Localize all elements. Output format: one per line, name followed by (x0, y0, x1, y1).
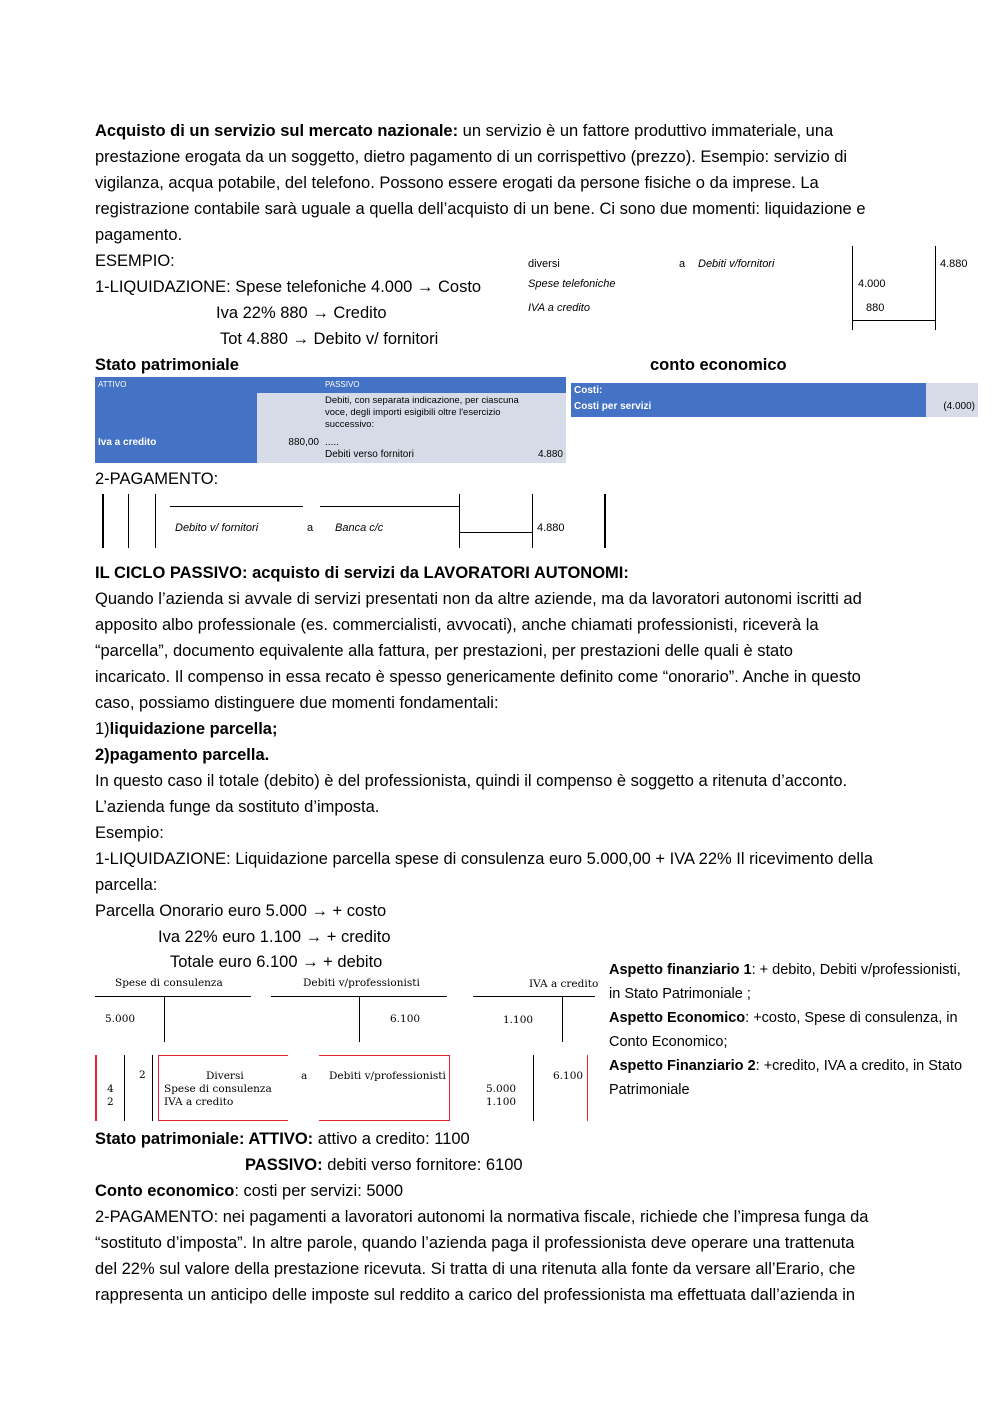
pag-a: a (307, 522, 314, 534)
aspetto-fin-1-label: Aspetto finanziario 1 (609, 962, 752, 978)
momento-1-num: 1) (95, 720, 110, 738)
j2-v1: 5.000 (486, 1083, 517, 1095)
j2-a: a (301, 1070, 308, 1082)
pagamento-1-journal (95, 492, 615, 552)
j2-c3: 2 (107, 1096, 114, 1108)
journal-rule-3 (852, 320, 936, 321)
j2-red-left (95, 1055, 97, 1121)
parcella-line-1: Parcella Onorario euro 5.000 → + costo (95, 902, 387, 920)
riepilogo-passivo: debiti verso fornitore: 6100 (322, 1156, 523, 1174)
momento-1: liquidazione parcella; (109, 720, 278, 738)
liquidazione-line-3: Tot 4.880 → Debito v/ fornitori (220, 330, 439, 348)
pag-rule-d (170, 506, 303, 507)
pagamento-2-line-3: rappresenta un anticipo delle imposte sul reddito a carico del professionista ma effettuata dall’azienda in (95, 1286, 856, 1304)
j2-c2: 4 (107, 1083, 114, 1095)
j2-red-right (587, 1055, 588, 1121)
aspetti-box (609, 958, 974, 1102)
liquidazione-line-1: 1-LIQUIDAZIONE: Spese telefoniche 4.000 → Costo (95, 278, 482, 296)
journal-a: a (679, 258, 686, 270)
j2-red-top-1 (158, 1055, 288, 1056)
ciclo-section (95, 560, 895, 975)
journal-spese-telefoniche: Spese telefoniche (528, 278, 616, 290)
pag-rule-a (102, 494, 104, 548)
t-debiti-title: Debiti v/professionisti (303, 977, 420, 989)
journal-debiti-fornitori: Debiti v/fornitori (698, 258, 775, 270)
journal-entry-1 (520, 244, 980, 334)
t-iva-mid (562, 996, 563, 1042)
sp-iva-credito: Iva a credito (95, 435, 257, 463)
aspetto-fin-1-text: : + debito, Debiti v/professionisti, in Stato Patrimoniale ; (609, 962, 961, 1002)
j2-rule-2 (152, 1055, 153, 1121)
j2-debiti: Debiti v/professionisti (329, 1070, 446, 1082)
journal-rule-2 (935, 246, 936, 330)
ciclo-after-2: Esempio: (95, 824, 164, 842)
journal-spese-value: 4.000 (858, 278, 886, 290)
aspetto-fin-2-text: : +credito, IVA a credito, in Stato Patrimoniale (609, 1058, 963, 1098)
j2-red-bot-1 (158, 1120, 288, 1121)
t-debiti-mid (359, 996, 360, 1042)
ciclo-line-2: “parcella”, documento equivalente alla fattura, per prestazioni, per prestazioni delle quali è stato (95, 642, 793, 660)
t-spese-title: Spese di consulenza (115, 977, 223, 989)
sp-debiti-fornitori-cell (322, 435, 532, 463)
ciclo-line-3: incaricato. Il compenso in essa recato è spesso genericamente definito come “onorario”. Anche in questo (95, 668, 861, 686)
j2-red-bot-2 (319, 1120, 450, 1121)
ciclo-after-1: L’azienda funge da sostituto d’imposta. (95, 798, 380, 816)
ce-heading: conto economico (650, 356, 787, 374)
j2-v2: 1.100 (486, 1096, 517, 1108)
j2-red-r-2 (449, 1055, 450, 1121)
riepilogo-sp: attivo a credito: 1100 (313, 1130, 470, 1148)
journal-iva-credito: IVA a credito (528, 302, 590, 314)
sp-dots: ..... (325, 437, 339, 448)
pagamento-1-label: 2-PAGAMENTO: (95, 470, 219, 488)
riepilogo (95, 1126, 895, 1308)
ciclo-after-3: 1-LIQUIDAZIONE: Liquidazione parcella spese di consulenza euro 5.000,00 + IVA 22% Il ricevimento della (95, 850, 873, 868)
t-iva-title: IVA a credito (529, 978, 599, 990)
j2-red-top-2 (319, 1055, 450, 1056)
pag-value: 4.880 (537, 522, 565, 534)
riepilogo-ce: : costi per servizi: 5000 (234, 1182, 404, 1200)
t-iva-value: 1.100 (503, 1014, 534, 1026)
j2-iva: IVA a credito (164, 1096, 234, 1108)
j2-diversi: Diversi (206, 1070, 244, 1082)
j2-spese: Spese di consulenza (164, 1083, 272, 1095)
intro-line-2: vigilanza, acqua potabile, del telefono. Possono essere erogati da persone fisiche o da imprese. La (95, 174, 819, 192)
j2-tot: 6.100 (553, 1070, 584, 1082)
t-spese-mid (164, 996, 165, 1042)
intro-line-3: registrazione contabile sarà uguale a quella dell’acquisto di un bene. Ci sono due momenti: liquidazione e (95, 200, 866, 218)
riepilogo-ce-label: Conto economico (95, 1182, 235, 1200)
parcella-line-3: Totale euro 6.100 → + debito (170, 953, 383, 971)
sp-debiti-fornitori: Debiti verso fornitori (325, 449, 414, 460)
intro-title: Acquisto di un servizio sul mercato nazionale: (95, 122, 459, 140)
parcella-line-2: Iva 22% euro 1.100 → + credito (158, 928, 391, 946)
ce-table (571, 383, 978, 417)
ciclo-line-0: Quando l’azienda si avvale di servizi presentati non da altre aziende, ma da lavoratori autonomi iscritti ad (95, 590, 862, 608)
sp-heading: Stato patrimoniale (95, 356, 239, 374)
aspetto-eco-label: Aspetto Economico (609, 1010, 746, 1026)
intro-line-1: prestazione erogata da un soggetto, dietro pagamento di un corrispettivo (prezzo). Esempio: servizio di (95, 148, 848, 166)
ciclo-line-1: apposito albo professionale (es. commercialisti, avvocati), anche chiamati professionisti, riceverà la (95, 616, 819, 634)
ciclo-line-4: caso, possiamo distinguere due momenti fondamentali: (95, 694, 499, 712)
riepilogo-passivo-label: PASSIVO: (245, 1156, 323, 1174)
ciclo-after-0: In questo caso il totale (debito) è del professionista, quindi il compenso è soggetto a ritenuta d’acconto. (95, 772, 848, 790)
ciclo-title: IL CICLO PASSIVO: acquisto di servizi da LAVORATORI AUTONOMI: (95, 564, 629, 582)
pag-rule-c (155, 494, 156, 548)
pag-rule-i (604, 494, 606, 548)
journal-rule-1 (852, 246, 853, 330)
ce-value: (4.000) (926, 397, 978, 417)
sp-attivo-header: ATTIVO (95, 377, 257, 393)
pag-rule-e (320, 506, 460, 507)
journal-diversi: diversi (528, 258, 560, 270)
intro-line-0: un servizio è un fattore produttivo immateriale, una (458, 122, 834, 140)
pagamento-2-line-2: del 22% sul valore della prestazione ricevuta. Si tratta di una ritenuta alla fonte da versare all’Erario, che (95, 1260, 856, 1278)
j2-red-l-1 (158, 1055, 159, 1121)
pag-debito-fornitori: Debito v/ fornitori (175, 522, 259, 534)
pag-rule-b (128, 494, 129, 548)
pagamento-2-line-1: “sostituto d’imposta”. In altre parole, quando l’azienda paga il professionista deve operare una trattenuta (95, 1234, 855, 1252)
sp-debiti-description: Debiti, con separata indicazione, per ciascuna voce, degli importi esigibili oltre l'esercizio successivo: (322, 393, 532, 435)
sp-passivo-header: PASSIVO (322, 377, 532, 393)
t-spese-value: 5.000 (105, 1013, 136, 1025)
intro-line-4: pagamento. (95, 226, 183, 244)
j2-rule-1 (124, 1055, 125, 1121)
t-iva-top (473, 996, 595, 997)
ce-costi: Costi: (571, 383, 926, 397)
sp-iva-value: 880,00 (257, 435, 322, 463)
esempio-label: ESEMPIO: (95, 252, 175, 270)
sp-table (95, 377, 566, 463)
momento-2: 2)pagamento parcella. (95, 746, 270, 764)
sp-header-blank-1 (257, 377, 322, 393)
journal-total: 4.880 (940, 258, 968, 270)
pagamento-2-line-0: 2-PAGAMENTO: nei pagamenti a lavoratori autonomi la normativa fiscale, richiede che l’impresa funga da (95, 1208, 869, 1226)
journal-iva-value: 880 (866, 302, 885, 314)
aspetto-eco-text: : +costo, Spese di consulenza, in Conto Economico; (609, 1010, 958, 1050)
sp-attivo-cell (95, 393, 257, 435)
sp-blank-cell (257, 393, 322, 435)
j2-rule-3 (533, 1055, 534, 1121)
t-spese-top (95, 996, 251, 997)
pag-banca: Banca c/c (335, 522, 384, 534)
pag-rule-g (459, 532, 533, 533)
aspetto-fin-2-label: Aspetto Finanziario 2 (609, 1058, 756, 1074)
ce-blank (926, 383, 978, 397)
pag-rule-h (532, 494, 533, 548)
t-accounts (95, 974, 600, 1046)
j2-c1: 2 (139, 1069, 146, 1081)
liquidazione-line-2: Iva 22% 880 → Credito (216, 304, 387, 322)
sp-blank-cell-2 (532, 393, 566, 435)
ce-costi-servizi: Costi per servizi (571, 397, 926, 417)
riepilogo-sp-label: Stato patrimoniale: ATTIVO: (95, 1130, 314, 1148)
sp-debiti-value: 4.880 (532, 435, 566, 463)
pag-rule-f (459, 494, 460, 548)
ciclo-after-4: parcella: (95, 876, 158, 894)
t-debiti-value: 6.100 (390, 1013, 421, 1025)
journal-entry-2 (95, 1055, 600, 1123)
sp-header-blank-2 (532, 377, 566, 393)
